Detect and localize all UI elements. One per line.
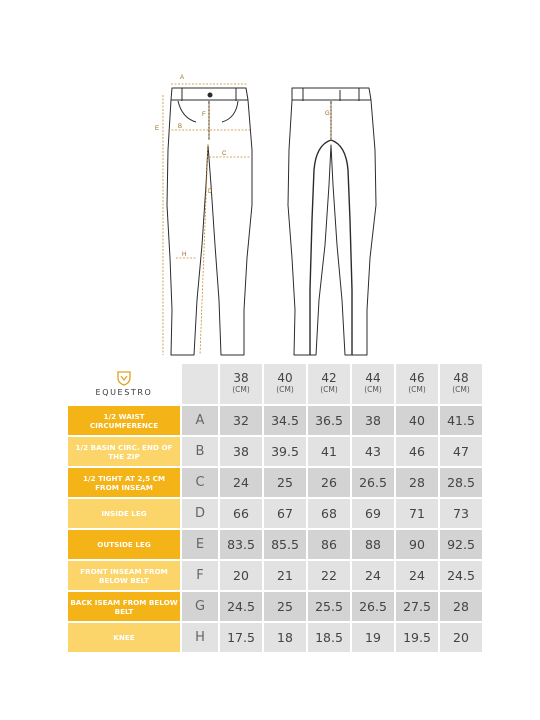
measurement-value: 38 bbox=[218, 437, 262, 468]
measurement-value: 24 bbox=[350, 561, 394, 592]
measurement-value: 47 bbox=[438, 437, 482, 468]
measurement-row bbox=[68, 530, 482, 561]
measurement-value: 68 bbox=[306, 499, 350, 530]
measurement-letter: F bbox=[180, 561, 218, 592]
size-header bbox=[306, 364, 350, 406]
measurement-value: 26.5 bbox=[350, 592, 394, 623]
size-unit: (CM) bbox=[452, 385, 470, 394]
measurement-value: 69 bbox=[350, 499, 394, 530]
brand-cell bbox=[68, 364, 180, 406]
measurement-label: KNEE bbox=[68, 623, 180, 654]
back-breeches-drawing bbox=[288, 88, 376, 355]
measurement-value: 71 bbox=[394, 499, 438, 530]
size-number: 38 bbox=[233, 371, 249, 385]
measurement-letter: C bbox=[180, 468, 218, 499]
header-row bbox=[68, 364, 482, 406]
measurement-label: OUTSIDE LEG bbox=[68, 530, 180, 561]
measurement-row bbox=[68, 437, 482, 468]
measurement-letter: B bbox=[180, 437, 218, 468]
measurement-value: 20 bbox=[438, 623, 482, 654]
measurement-value: 86 bbox=[306, 530, 350, 561]
measurement-value: 66 bbox=[218, 499, 262, 530]
measurement-value: 28 bbox=[394, 468, 438, 499]
measurement-value: 85.5 bbox=[262, 530, 306, 561]
measurement-value: 17.5 bbox=[218, 623, 262, 654]
measurement-value: 40 bbox=[394, 406, 438, 437]
measurement-value: 83.5 bbox=[218, 530, 262, 561]
size-chart-table bbox=[68, 364, 482, 654]
size-unit: (CM) bbox=[408, 385, 426, 394]
measurement-label: BACK ISEAM FROM BELOW BELT bbox=[68, 592, 180, 623]
measurement-value: 24 bbox=[394, 561, 438, 592]
dim-label-f: F bbox=[202, 112, 206, 118]
shield-logo-icon bbox=[117, 371, 131, 386]
measurement-value: 25 bbox=[262, 468, 306, 499]
measurement-value: 39.5 bbox=[262, 437, 306, 468]
measurement-row bbox=[68, 499, 482, 530]
measurement-letter: E bbox=[180, 530, 218, 561]
measurement-value: 28.5 bbox=[438, 468, 482, 499]
measurement-label: 1/2 TIGHT AT 2,5 CM FROM INSEAM bbox=[68, 468, 180, 499]
measurement-value: 26.5 bbox=[350, 468, 394, 499]
measurement-value: 25.5 bbox=[306, 592, 350, 623]
dim-label-d: D bbox=[208, 189, 213, 195]
size-number: 40 bbox=[277, 371, 293, 385]
measurement-row bbox=[68, 561, 482, 592]
measurement-row bbox=[68, 468, 482, 499]
measurement-value: 88 bbox=[350, 530, 394, 561]
measurement-value: 67 bbox=[262, 499, 306, 530]
header-letter-cell bbox=[180, 364, 218, 406]
measurement-value: 21 bbox=[262, 561, 306, 592]
size-unit: (CM) bbox=[364, 385, 382, 394]
measurement-row bbox=[68, 623, 482, 654]
measurement-letter: D bbox=[180, 499, 218, 530]
measurement-value: 26 bbox=[306, 468, 350, 499]
size-number: 46 bbox=[409, 371, 425, 385]
measurement-letter: A bbox=[180, 406, 218, 437]
size-number: 42 bbox=[321, 371, 337, 385]
measurement-rows bbox=[68, 406, 482, 654]
measurement-value: 90 bbox=[394, 530, 438, 561]
size-unit: (CM) bbox=[232, 385, 250, 394]
dim-label-c: C bbox=[222, 151, 227, 157]
measurement-value: 36.5 bbox=[306, 406, 350, 437]
size-number: 44 bbox=[365, 371, 381, 385]
dim-label-e: E bbox=[155, 126, 160, 132]
measurement-value: 27.5 bbox=[394, 592, 438, 623]
measurement-value: 38 bbox=[350, 406, 394, 437]
measurement-value: 73 bbox=[438, 499, 482, 530]
measurement-value: 19.5 bbox=[394, 623, 438, 654]
dim-label-b: B bbox=[178, 124, 183, 130]
measurement-value: 43 bbox=[350, 437, 394, 468]
measurement-value: 19 bbox=[350, 623, 394, 654]
size-header bbox=[438, 364, 482, 406]
dim-label-g: G bbox=[325, 111, 330, 117]
measurement-row bbox=[68, 592, 482, 623]
measurement-value: 34.5 bbox=[262, 406, 306, 437]
measurement-value: 24 bbox=[218, 468, 262, 499]
dim-label-h: H bbox=[182, 252, 187, 258]
size-header bbox=[350, 364, 394, 406]
measurement-value: 92.5 bbox=[438, 530, 482, 561]
measurement-value: 25 bbox=[262, 592, 306, 623]
measurement-value: 24.5 bbox=[218, 592, 262, 623]
size-header bbox=[394, 364, 438, 406]
size-unit: (CM) bbox=[320, 385, 338, 394]
measurement-label: 1/2 BASIN CIRC. END OF THE ZIP bbox=[68, 437, 180, 468]
measurement-value: 41 bbox=[306, 437, 350, 468]
measurement-label: FRONT INSEAM FROM BELOW BELT bbox=[68, 561, 180, 592]
measurement-letter: H bbox=[180, 623, 218, 654]
size-unit: (CM) bbox=[276, 385, 294, 394]
measurement-value: 46 bbox=[394, 437, 438, 468]
dim-label-a: A bbox=[180, 75, 185, 81]
size-header bbox=[218, 364, 262, 406]
brand-name: EQUESTRO bbox=[95, 388, 153, 397]
measurement-value: 22 bbox=[306, 561, 350, 592]
measurement-value: 24.5 bbox=[438, 561, 482, 592]
measurement-value: 20 bbox=[218, 561, 262, 592]
measurement-value: 41.5 bbox=[438, 406, 482, 437]
measurement-value: 32 bbox=[218, 406, 262, 437]
measurement-letter: G bbox=[180, 592, 218, 623]
measurement-label: 1/2 WAIST CIRCUMFERENCE bbox=[68, 406, 180, 437]
size-number: 48 bbox=[453, 371, 469, 385]
measurement-value: 18.5 bbox=[306, 623, 350, 654]
measurement-label: INSIDE LEG bbox=[68, 499, 180, 530]
measurement-value: 28 bbox=[438, 592, 482, 623]
measurement-value: 18 bbox=[262, 623, 306, 654]
measurement-row bbox=[68, 406, 482, 437]
size-header bbox=[262, 364, 306, 406]
